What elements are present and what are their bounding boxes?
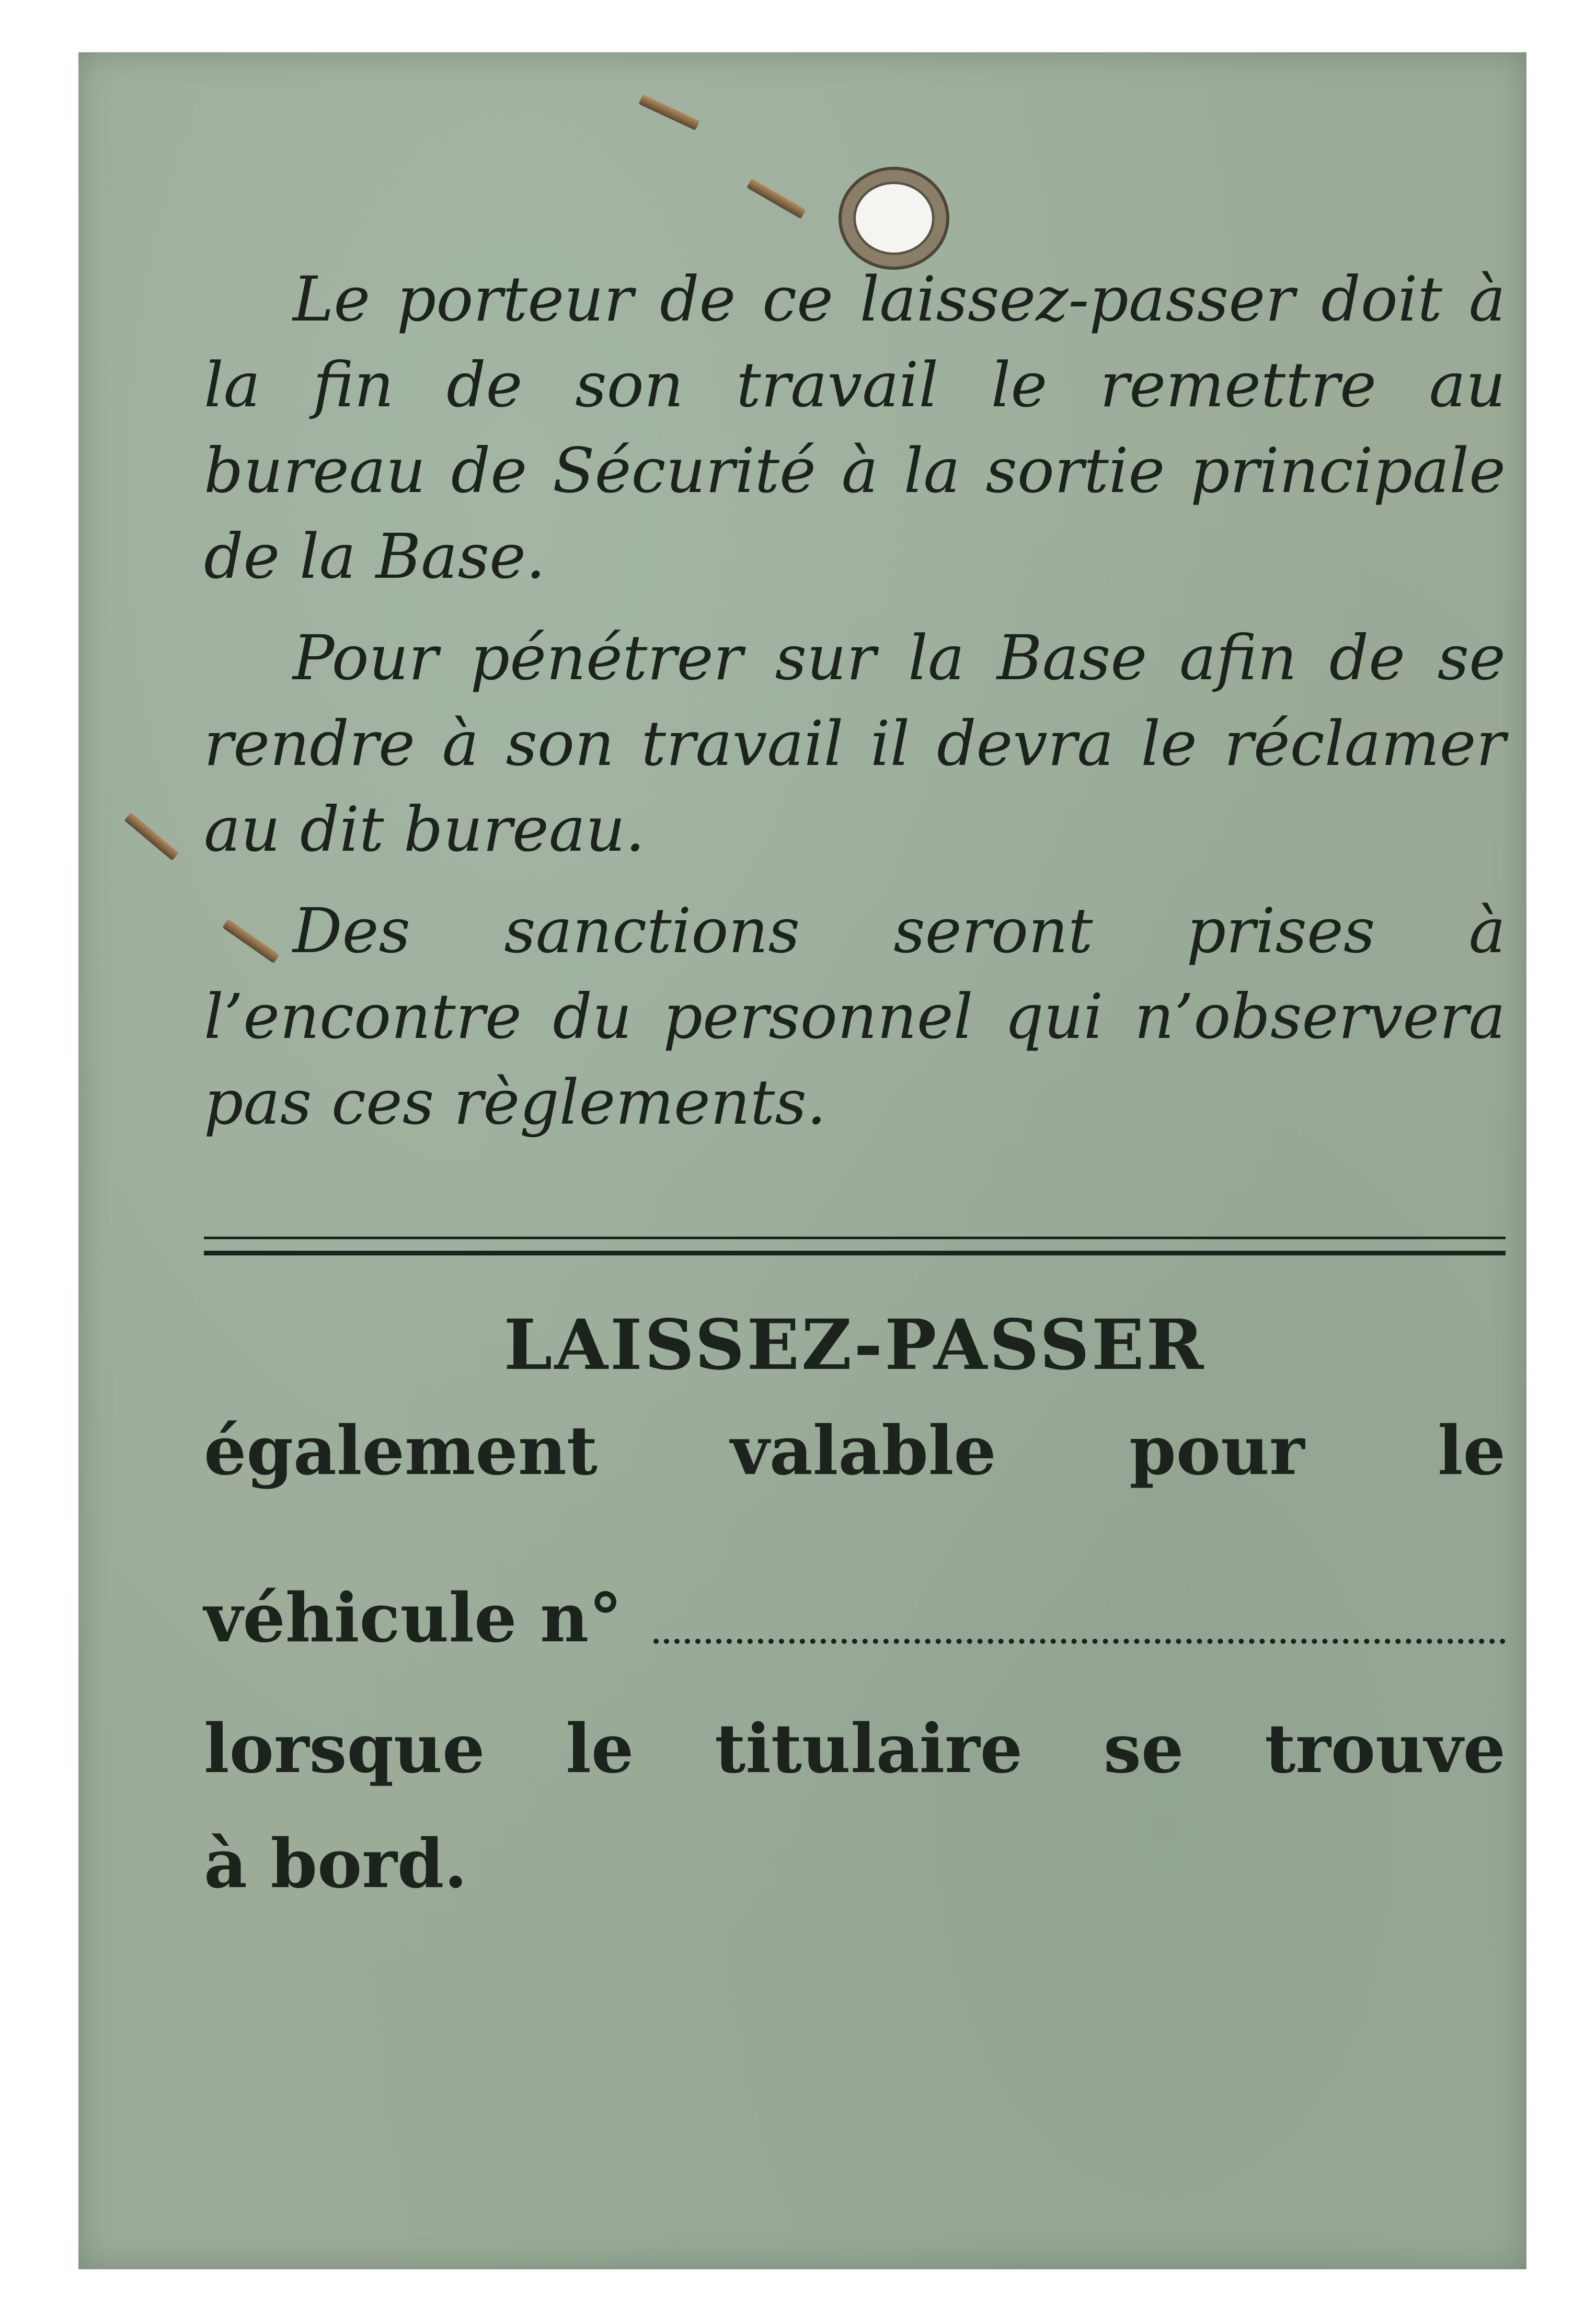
word: pour [1129,1412,1305,1490]
on-board-line: à bord. [204,1825,467,1903]
pass-title: LAISSEZ-PASSER [503,1305,1206,1386]
vehicle-label: véhicule n° [204,1579,623,1658]
staple [124,813,179,861]
holder-line [204,1710,1506,1788]
vehicle-number-field[interactable] [653,1633,1506,1644]
rules-paragraph-2: Pour pénétrer sur la Base afin de se rendre à son travail il devra le réclamer au dit bureau. [204,622,1506,865]
staple [747,178,806,219]
rules-text [204,256,1506,1161]
word: lorsque [204,1710,485,1788]
word: valable [730,1412,996,1490]
word: trouve [1265,1710,1506,1788]
word: se [1103,1710,1184,1788]
word: le [566,1710,634,1788]
validity-line [204,1412,1506,1490]
word: titulaire [715,1710,1023,1788]
rules-paragraph-3: Des sanctions seront prises à l’encontre du personnel qui n’observera pas ces règlements. [204,895,1506,1138]
word: le [1437,1412,1506,1490]
double-rule-divider [204,1237,1506,1255]
vehicle-line [204,1579,1506,1658]
pass-card [78,52,1526,2269]
staple [638,95,699,131]
word: également [204,1412,598,1490]
rules-paragraph-1: Le porteur de ce laissez-passer doit à la fin de son travail le remettre au bureau de Sécurité à la sortie principale de la Base. [204,263,1506,592]
eyelet-hole [842,170,946,267]
